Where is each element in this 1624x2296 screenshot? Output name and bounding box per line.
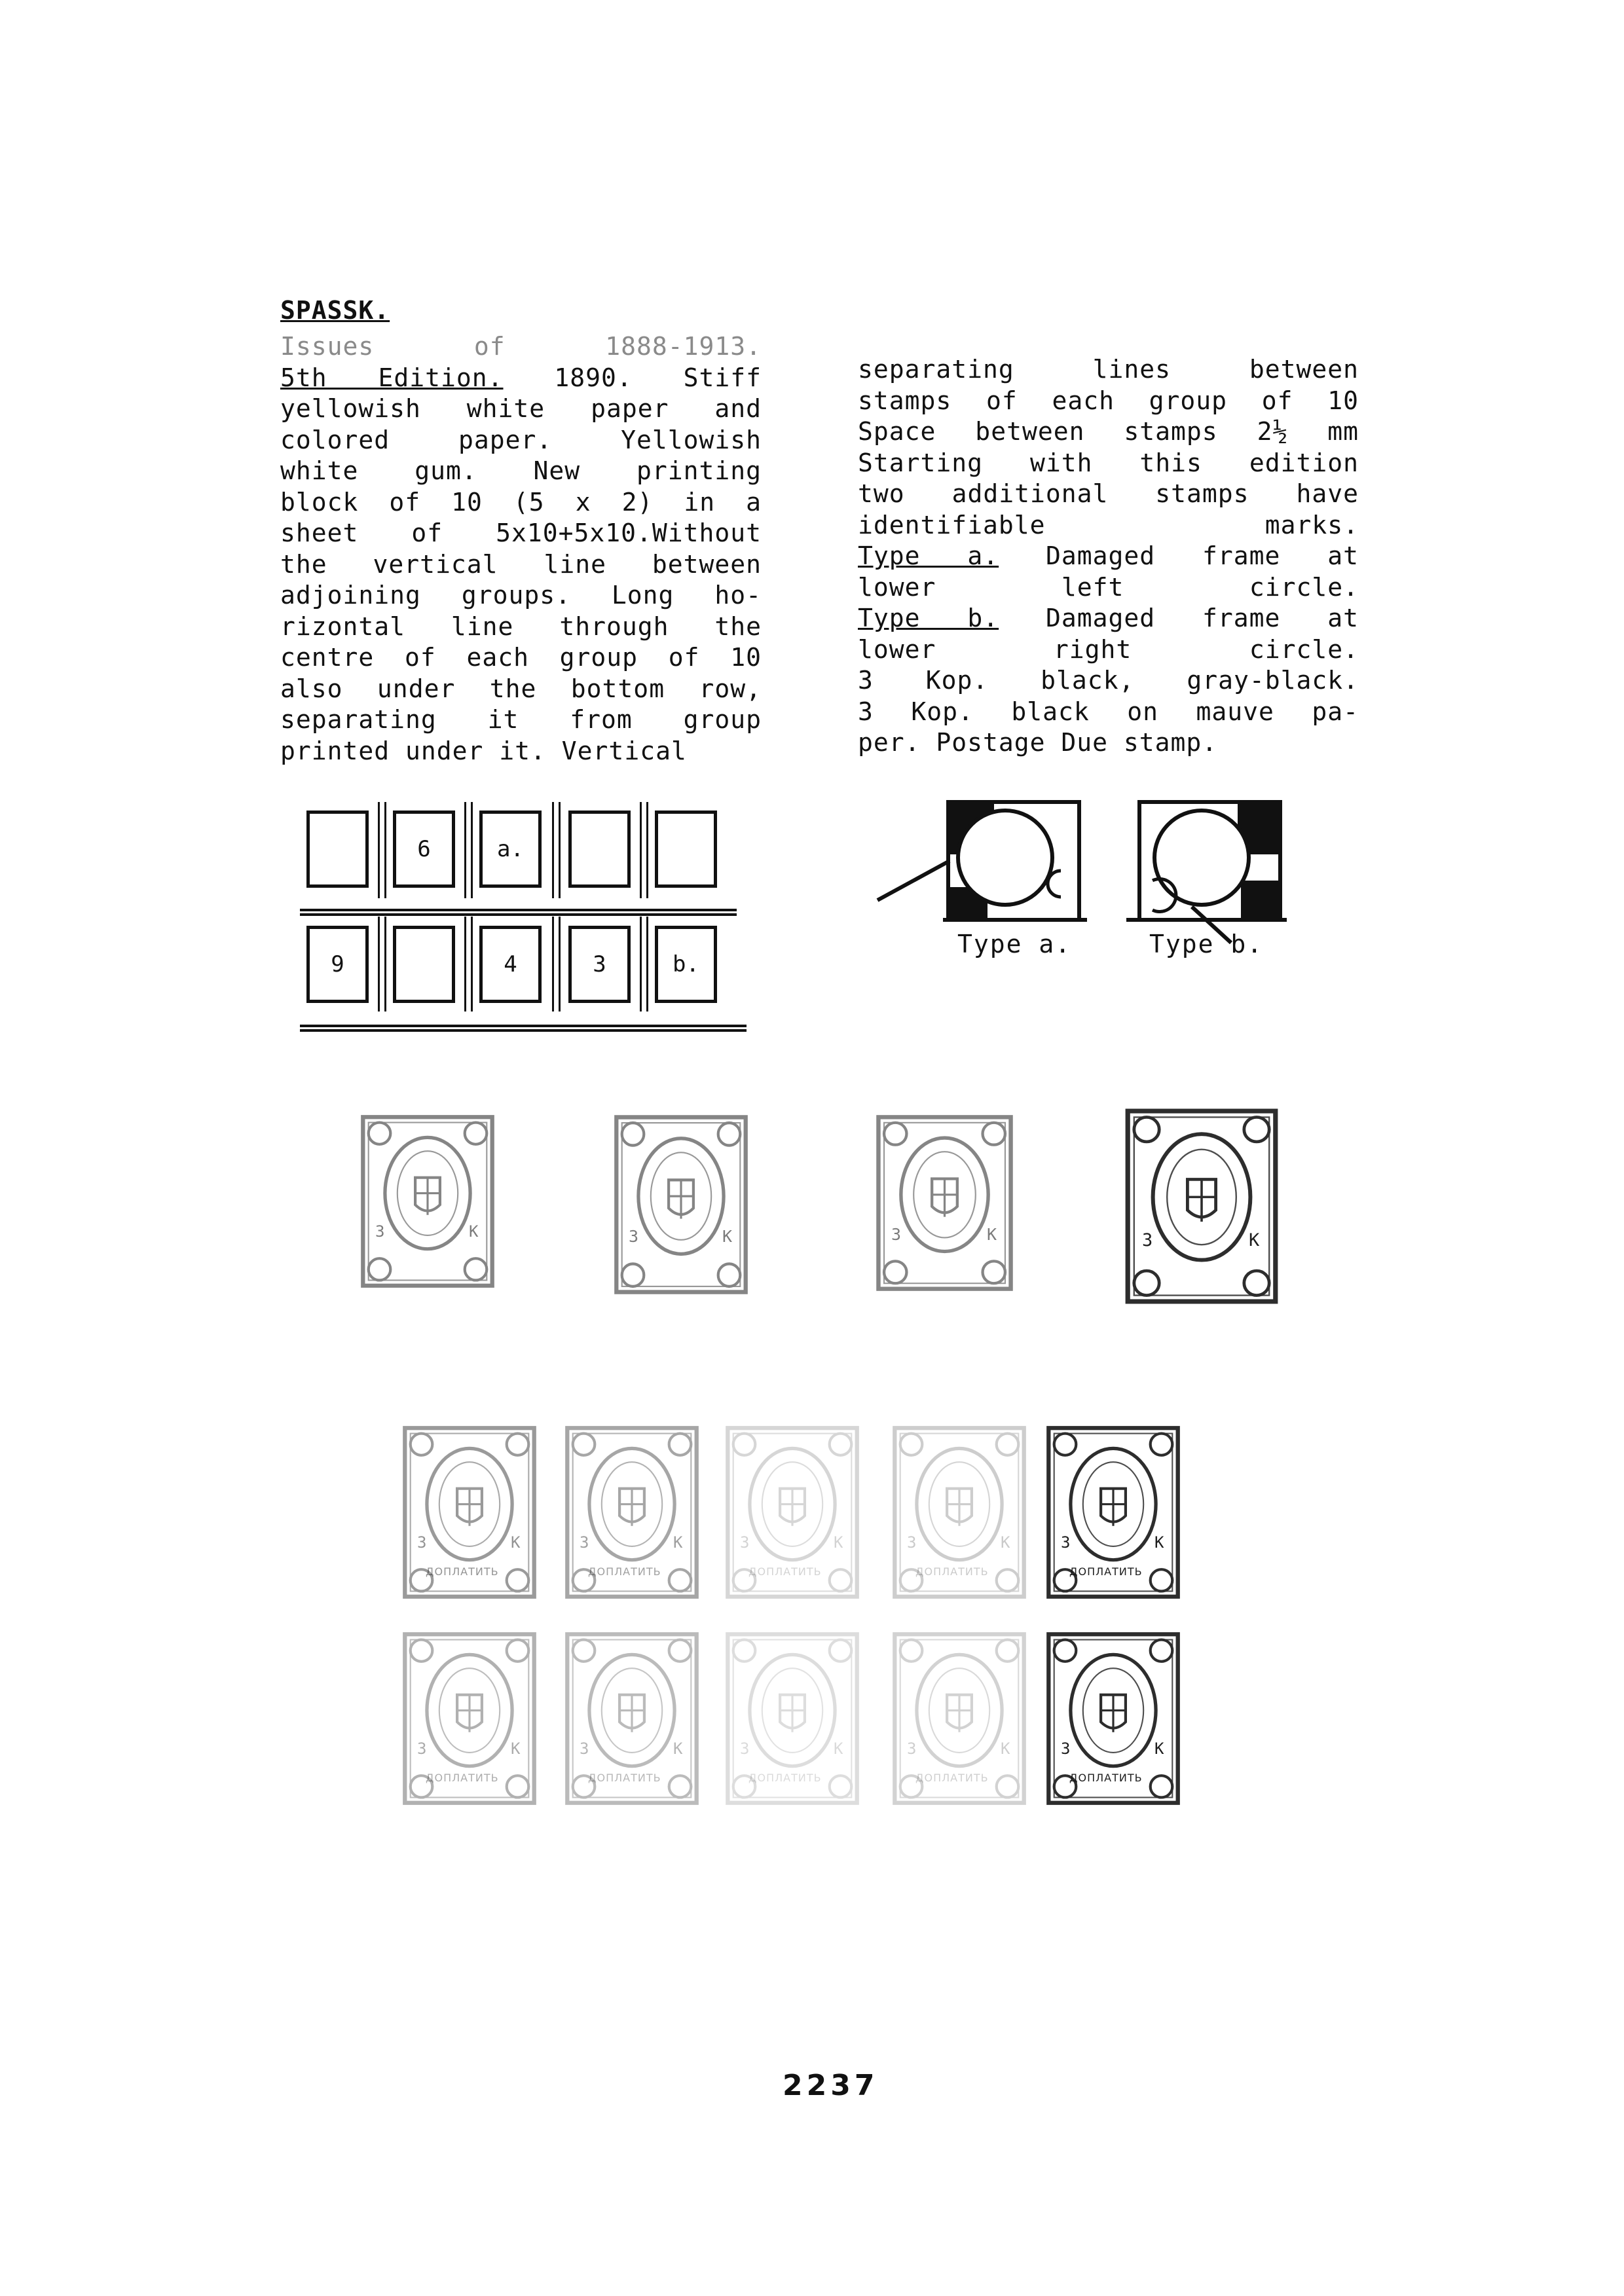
- stamp-value-left: 3: [740, 1740, 750, 1758]
- text-line: stamps of each group of 10: [858, 386, 1359, 415]
- stamp-value-right: К: [673, 1740, 683, 1758]
- stamp-value-left: 3: [580, 1740, 589, 1758]
- stamp-value-left: 3: [891, 1225, 902, 1244]
- text-line: yellowish white paper and: [280, 394, 762, 423]
- type-a-caption: Type a.: [957, 930, 1072, 958]
- text-line: lower left circle.: [858, 572, 1359, 602]
- stamp-legend: ДОПЛАТИТЬ: [915, 1772, 989, 1784]
- type-b-caption: Type b.: [1149, 930, 1264, 958]
- block-cell: [568, 811, 631, 888]
- stamp-value-right: К: [722, 1227, 733, 1246]
- text-line: adjoining groups. Long ho-: [280, 581, 762, 610]
- left-column-text: [280, 331, 762, 767]
- stamp-value-right: К: [1154, 1533, 1164, 1552]
- text-line: 3 Kop. black, gray-black.: [858, 666, 1359, 695]
- stamp-value-left: 3: [1061, 1533, 1071, 1552]
- separator-line: [384, 917, 386, 1011]
- stamp-value-right: К: [1154, 1740, 1164, 1758]
- stamp-image: [563, 1630, 701, 1807]
- right-column-text: [858, 354, 1359, 759]
- text-line: sheet of 5x10+5x10.Without: [280, 519, 762, 547]
- separator-line: [646, 802, 648, 898]
- separator-line: [559, 917, 561, 1011]
- stamp-image: [724, 1630, 861, 1807]
- stamp-legend: ДОПЛАТИТЬ: [426, 1772, 499, 1784]
- type-a-figure: [871, 795, 1094, 949]
- block-cell: [655, 811, 717, 888]
- stamp-image: [874, 1113, 1015, 1293]
- separator-line: [464, 917, 466, 1011]
- stamp-legend: ДОПЛАТИТЬ: [915, 1565, 989, 1578]
- stamp-value-right: К: [511, 1740, 521, 1758]
- text-line: identifiable marks.: [858, 510, 1359, 539]
- separator-line: [552, 802, 554, 898]
- stamp-image: [891, 1424, 1028, 1601]
- separator-line: [300, 909, 737, 911]
- stamp-value-left: 3: [740, 1533, 750, 1552]
- stamp-image: [1123, 1106, 1280, 1306]
- stamp-image: [563, 1424, 701, 1601]
- block-cell: [393, 926, 455, 1003]
- separator-line: [552, 917, 554, 1011]
- text-line: Space between stamps 2½ mm: [858, 417, 1359, 446]
- separator-line: [471, 917, 473, 1011]
- stamp-value-right: К: [987, 1225, 997, 1244]
- block-cell: 9: [306, 926, 369, 1003]
- block-cell: [306, 811, 369, 888]
- stamp-value-left: 3: [375, 1222, 385, 1241]
- text-line: colored paper. Yellowish: [280, 425, 762, 454]
- stamp-value-left: 3: [907, 1533, 917, 1552]
- block-cell: 4: [479, 926, 542, 1003]
- separator-line: [300, 1029, 747, 1032]
- text-line: Starting with this edition: [858, 448, 1359, 477]
- type-b-figure: [1126, 795, 1297, 949]
- stamp-value-right: К: [1249, 1230, 1260, 1250]
- block-cell: b.: [655, 926, 717, 1003]
- stamp-legend: ДОПЛАТИТЬ: [748, 1772, 822, 1784]
- text-line: rizontal line through the: [280, 611, 762, 641]
- stamp-value-left: 3: [1061, 1740, 1071, 1758]
- page-title: SPASSK.: [280, 296, 390, 325]
- stamp-legend: ДОПЛАТИТЬ: [1069, 1772, 1143, 1784]
- separator-line: [378, 802, 380, 898]
- separator-line: [559, 802, 561, 898]
- stamp-legend: ДОПЛАТИТЬ: [588, 1772, 661, 1784]
- text-line: 3 Kop. black on mauve pa-: [858, 697, 1359, 726]
- separator-line: [464, 802, 466, 898]
- text-line: Issues of 1888-1913.: [280, 332, 762, 361]
- stamp-legend: ДОПЛАТИТЬ: [426, 1565, 499, 1578]
- block-cell: 6: [393, 811, 455, 888]
- stamp-image: [1044, 1630, 1182, 1807]
- stamp-image: [359, 1113, 496, 1290]
- text-line: block of 10 (5 x 2) in a: [280, 487, 762, 517]
- stamp-legend: ДОПЛАТИТЬ: [748, 1565, 822, 1578]
- stamp-value-right: К: [1001, 1740, 1010, 1758]
- stamp-image: [612, 1113, 750, 1296]
- text-line: separating it from group: [280, 705, 762, 734]
- stamp-value-left: 3: [580, 1533, 589, 1552]
- text-line: Type a. Damaged frame at: [858, 541, 1359, 570]
- block-cell: a.: [479, 811, 542, 888]
- stamp-image: [891, 1630, 1028, 1807]
- text-line: separating lines between: [858, 355, 1359, 384]
- stamp-image: [401, 1424, 538, 1601]
- stamp-legend: ДОПЛАТИТЬ: [588, 1565, 661, 1578]
- stamp-value-right: К: [834, 1740, 843, 1758]
- stamp-image: [724, 1424, 861, 1601]
- separator-line: [640, 802, 642, 898]
- separator-line: [640, 917, 642, 1011]
- page-number: 2237: [783, 2069, 879, 2102]
- stamp-value-left: 3: [907, 1740, 917, 1758]
- block-cell: 3: [568, 926, 631, 1003]
- separator-line: [300, 1025, 747, 1027]
- text-line: lower right circle.: [858, 634, 1359, 664]
- stamp-value-right: К: [673, 1533, 683, 1552]
- separator-line: [471, 802, 473, 898]
- stamp-image: [401, 1630, 538, 1807]
- separator-line: [300, 913, 737, 916]
- stamp-image: [1044, 1424, 1182, 1601]
- stamp-value-right: К: [469, 1222, 479, 1241]
- text-line: printed under it. Vertical: [280, 736, 687, 765]
- stamp-legend: ДОПЛАТИТЬ: [1069, 1565, 1143, 1578]
- stamp-value-right: К: [1001, 1533, 1010, 1552]
- stamp-value-right: К: [511, 1533, 521, 1552]
- stamp-value-right: К: [834, 1533, 843, 1552]
- text-line: 5th Edition. 1890. Stiff: [280, 363, 762, 392]
- separator-line: [646, 917, 648, 1011]
- separator-line: [384, 802, 386, 898]
- text-line: centre of each group of 10: [280, 643, 762, 672]
- stamp-value-left: 3: [1142, 1230, 1153, 1250]
- text-line: per. Postage Due stamp.: [858, 728, 1218, 757]
- text-line: white gum. New printing: [280, 456, 762, 485]
- text-line: two additional stamps have: [858, 479, 1359, 508]
- separator-line: [378, 917, 380, 1011]
- stamp-value-left: 3: [417, 1533, 427, 1552]
- text-line: Type b. Damaged frame at: [858, 604, 1359, 632]
- text-line: also under the bottom row,: [280, 674, 762, 703]
- stamp-value-left: 3: [629, 1227, 639, 1246]
- text-line: the vertical line between: [280, 549, 762, 579]
- stamp-value-left: 3: [417, 1740, 427, 1758]
